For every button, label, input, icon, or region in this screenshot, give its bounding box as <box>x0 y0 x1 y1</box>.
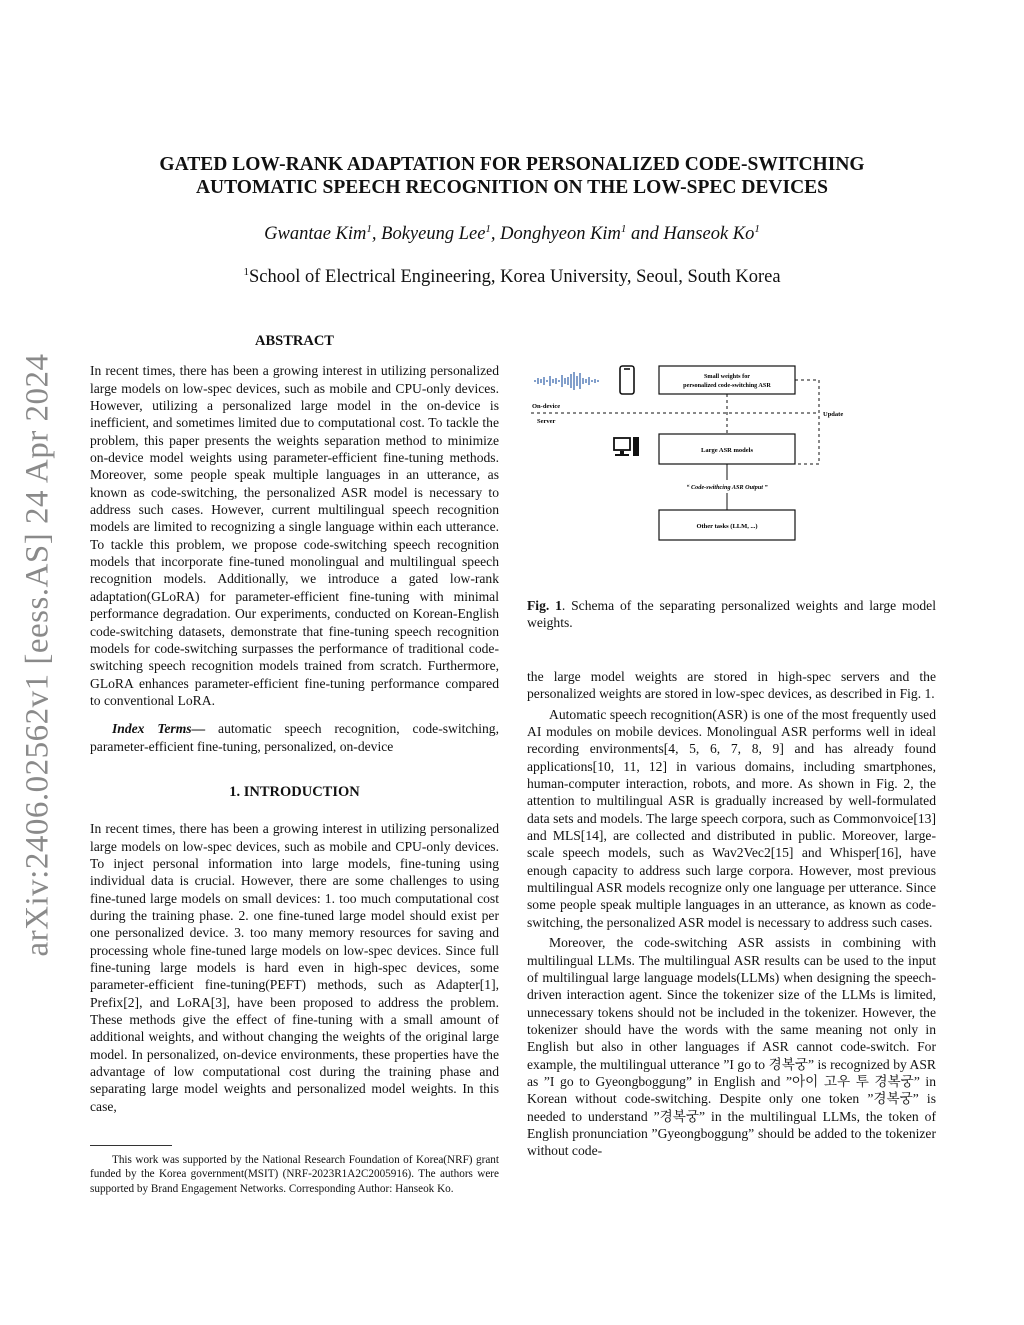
paragraph: Moreover, the code-switching ASR assists in combining with multilingual LLMs. The multilingual ASR results can be used to the input of multilingual large language models(LLMs) when designing the speech-driven interaction agent. Since the tokenizer size of the LLMs is limited, unnecessary tokens should not be included in the tokenizer. However, the tokenizer should have the words with the same meaning not only in English but also in other languages if ASR cannot code-switch. For example, the multilingual utterance ”I go to 경복궁” is recognized by ASR as ”I go to Gyeongboggung” in English and ”아이 고우 투 경복궁” in Korean without code-switching. Despite only one token ”경복궁” is needed to understand ”경복궁” in the multilingual LLMs, the token of English pronunciation ”Gyeongboggung” should be added to the tokenizer without code- <box>527 935 936 1159</box>
footnote-rule <box>90 1145 172 1146</box>
paragraph: Automatic speech recognition(ASR) is one of the most frequently used AI modules on mobile devices. Monolingual ASR performs well in ideal recording environments[4, 5, 6, 7, 8, 9] and has already found applications[10, 11, 12] in various domains, including smartphones, human-computer interaction, robots, and more. As shown in Fig. 2, the attention to multilingual ASR is gradually increased by well-formulated data sets and models. The large speech corpora, such as Commonvoice[13] and MLS[14], are collected and distributed in public. Moreover, large-scale speech models, such as Wav2Vec2[15] and Whisper[16], have enough capacity to address such large corpora. However, most previous multilingual ASR models recognize only one language per utterance. Since some people speak multiple languages in an utterance, as known as code-switching, the personalized ASR model is necessary to address such cases. <box>527 706 936 930</box>
author-name: Gwantae Kim <box>264 224 367 245</box>
affiliation: $^1$School of Electrical Engineering, Korea University, Seoul, South Korea <box>243 266 781 288</box>
right-column <box>527 668 936 1160</box>
figure-caption: Fig. 1. Schema of the separating personalized weights and large model weights. <box>527 598 936 631</box>
title-line-1: GATED LOW-RANK ADAPTATION FOR PERSONALIZED CODE-SWITCHING <box>159 154 865 175</box>
svg-text:On-device: On-device <box>532 403 561 410</box>
paper-title <box>100 153 924 199</box>
waveform-icon <box>535 372 598 390</box>
svg-text:Other tasks (LLM, ...): Other tasks (LLM, ...) <box>696 523 758 530</box>
index-terms: Index Terms— automatic speech recognition, code-switching, parameter-efficient fine-tuning, personalized, on-device <box>90 721 499 754</box>
author-name: Bokyeung Lee <box>381 224 486 245</box>
svg-text:Update: Update <box>823 411 844 418</box>
author-name: Donghyeon Kim <box>500 224 621 245</box>
svg-text:personalized code-switching AS: personalized code-switching ASR <box>683 382 771 389</box>
svg-text:Small weights for: Small weights for <box>703 373 751 380</box>
svg-text:“ Code-swithcing ASR Output ”: “ Code-swithcing ASR Output ” <box>686 484 768 491</box>
intro-paragraph: In recent times, there has been a growing interest in utilizing personalized large models on low-spec devices, such as mobile and CPU-only devices. To inject personal information into large models, fine-tuning using individual data is crucial. However, there are some challenges to using fine-tuned large models on small devices: 1. too much computational cost during the training phase. 2. one fine-tuned large model should exist per one personalized device. 3. too many memory resources for saving and processing whole fine-tuned large models on low-spec devices. Since full fine-tuning large models is hard even in high-spec devices, some parameter-efficient fine-tuning(PEFT) methods, such as Adapter[1], Prefix[2], and LoRA[3], have been proposed to address the problem. These methods give the effect of fine-tuning with a small amount of additional weights, and without changing the weights of the original large model. In personalized, on-device environments, these properties have the advantage of low computational cost during the training phase and separating large model weights and personalized model weights. In this case, <box>90 821 499 1114</box>
title-line-2: AUTOMATIC SPEECH RECOGNITION ON THE LOW-SPEC DEVICES <box>195 177 829 198</box>
small-weights-box <box>659 366 795 394</box>
intro-heading: 1. INTRODUCTION <box>229 783 360 800</box>
arxiv-watermark: arXiv:2406.02562v1 [eess.AS] 24 Apr 2024 <box>19 353 56 957</box>
phone-icon <box>620 366 634 394</box>
desktop-icon <box>614 437 639 456</box>
figure-1 <box>527 352 857 548</box>
footnote: This work was supported by the National Research Foundation of Korea(NRF) grant funded by the Korea government(MSIT) (NRF-2023R1A2C2005916). The authors were supported by Brand Engagement Networks. Corresponding Author: Hanseok Ko. <box>90 1154 499 1195</box>
author-list: Gwantae Kim$^1$, Bokyeung Lee$^1$, Donghyeon Kim$^1$ and Hanseok Ko$^1$ <box>264 223 760 245</box>
abstract-heading: ABSTRACT <box>255 333 334 349</box>
paragraph: the large model weights are stored in high-spec servers and the personalized weights are stored in low-spec devices, as described in Fig. 1. <box>527 669 936 702</box>
svg-text:Large ASR models: Large ASR models <box>701 447 753 454</box>
abstract-text: In recent times, there has been a growing interest in utilizing personalized large models on low-spec devices, such as mobile and CPU-only devices. However, utilizing a personalized large model in the on-device is inefficient, and sometimes limited due to computational cost. To tackle the problem, this paper presents the weights separation method to minimize on-device model weights using parameter-efficient fine-tuning methods. Moreover, some people speak multiple languages in an utterance, as known as code-switching, the personalized ASR model is necessary to address such cases. However, current multilingual speech recognition models are limited to recognizing a single language within each utterance. To tackle this problem, we propose code-switching speech recognition models that incorporate fine-tuned monolingual and multilingual speech recognition models. Additionally, we introduce a gated low-rank adaptation(GLoRA) for parameter-efficient fine-tuning with minimal performance degradation. Our experiments, conducted on Korean-English code-switching datasets, demonstrate that fine-tuning speech recognition models for code-switching surpasses the performance of traditional code-switching speech recognition models trained from scratch. Furthermore, GLoRA enhances parameter-efficient fine-tuning performance compared to conventional LoRA. <box>90 363 499 708</box>
author-name: Hanseok Ko <box>663 224 755 245</box>
left-column <box>90 333 499 1115</box>
svg-text:Server: Server <box>537 418 556 425</box>
